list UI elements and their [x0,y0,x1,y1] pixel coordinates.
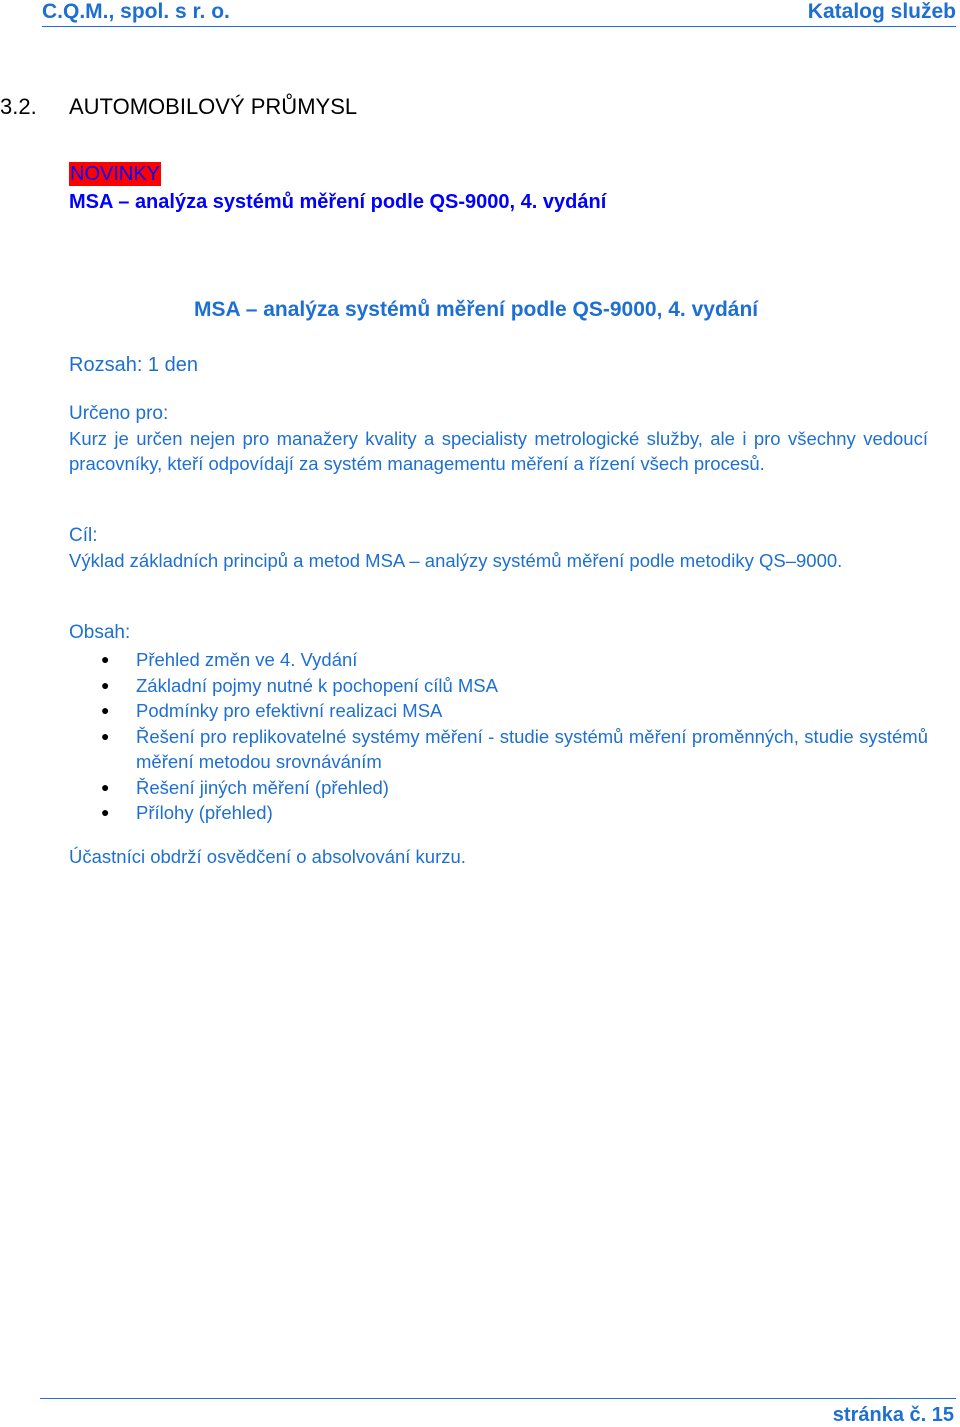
header-company: C.Q.M., spol. s r. o. [42,0,230,23]
course-title: MSA – analýza systémů měření podle QS-9000, 4. vydání [194,298,759,321]
audience-label: Určeno pro: [69,403,169,424]
bullet-icon: ● [101,727,110,744]
list-item-text: Podmínky pro efektivní realizaci MSA [136,700,443,721]
bullet-icon: ● [101,778,110,795]
goal-text: Výklad základních principů a metod MSA – analýzy systémů měření podle metodiky QS–9000. [69,550,843,571]
section-heading [0,94,357,120]
contents-list [69,647,928,826]
list-item-text: Základní pojmy nutné k pochopení cílů MSA [136,674,498,696]
bullet-icon: ● [101,651,110,667]
list-item [69,647,928,673]
section-title: AUTOMOBILOVÝ PRŮMYSL [69,94,358,119]
section-number: 3.2. [0,94,37,119]
list-item-text: Řešení jiných měření (přehled) [136,776,389,798]
bullet-icon: ● [101,676,110,693]
goal-label: Cíl: [69,525,98,546]
news-course-link[interactable]: MSA – analýza systémů měření podle QS-9000, 4. vydání [69,191,607,213]
page-number: stránka č. 15 [832,1404,954,1426]
footer-divider [40,1398,956,1399]
list-item [69,673,928,699]
list-item-text: Přehled změn ve 4. Vydání [136,649,358,670]
list-item-text: Řešení pro replikovatelné systémy měření - studie systémů měření proměnných, studie systémů měření metodou srovnáváním [136,725,928,772]
contents-label: Obsah: [69,622,131,643]
header-doc-title: Katalog služeb [807,0,956,23]
header-divider [42,26,956,27]
bullet-icon: ● [101,702,110,718]
course-duration: Rozsah: 1 den [69,354,198,376]
list-item [69,724,928,775]
audience-text: Kurz je určen nejen pro manažery kvality a specialisty metrologické služby, ale i pro všechny vedoucí pracovníky, kteří odpovídají za systém managementu měření a řízení všech procesů. [69,428,928,474]
bullet-icon: ● [101,804,110,820]
list-item [69,698,928,724]
certificate-note: Účastníci obdrží osvědčení o absolvování kurzu. [69,846,466,867]
list-item [69,800,928,826]
news-label: NOVINKY [70,163,161,185]
list-item [69,775,928,801]
list-item-text: Přílohy (přehled) [136,802,273,823]
